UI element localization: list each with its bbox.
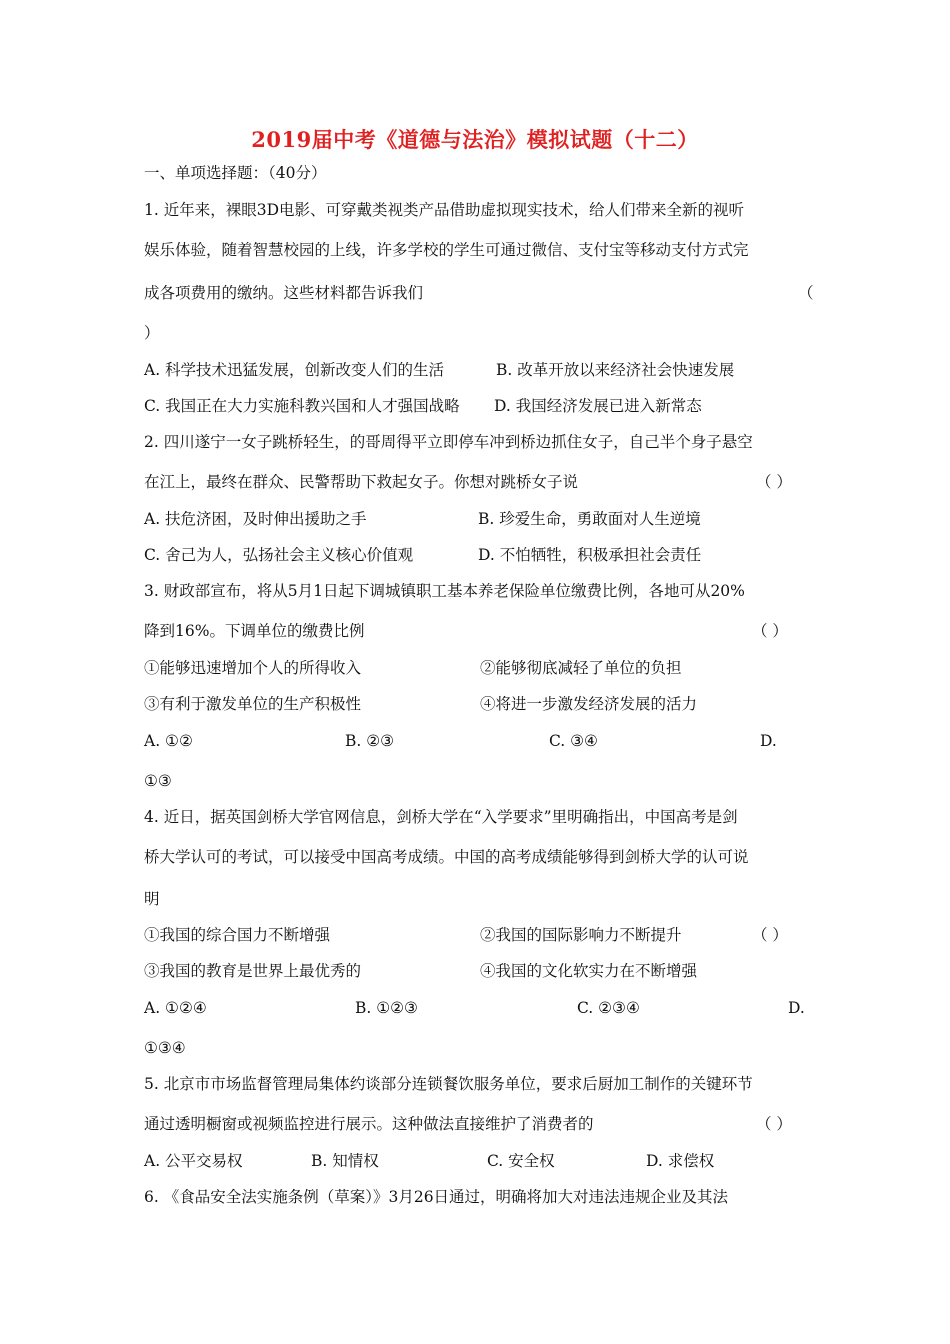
question-3-statement-3: ③有利于激发单位的生产积极性 <box>144 695 362 713</box>
question-4-line-3: 明 <box>144 890 160 908</box>
question-3-option-a: A. ①② <box>144 732 193 750</box>
section-heading: 一、单项选择题：（40分） <box>144 164 327 182</box>
question-3-line-2: 降到16%。下调单位的缴费比例 <box>144 622 365 640</box>
question-3-statement-2: ②能够彻底减轻了单位的负担 <box>480 659 682 677</box>
question-3-option-d-text: ①③ <box>144 772 172 790</box>
question-4-statement-3: ③我国的教育是世界上最优秀的 <box>144 962 362 980</box>
question-2-option-d: D. 不怕牺牲，积极承担社会责任 <box>478 546 702 564</box>
question-1-line-1: 1. 近年来，裸眼3D电影、可穿戴类视类产品借助虚拟现实技术，给人们带来全新的视听 <box>144 201 745 219</box>
question-4-option-b: B. ①②③ <box>355 999 418 1017</box>
question-1-paren-open: （ <box>798 284 814 302</box>
page-title: 2019届中考《道德与法治》模拟试题（十二） <box>251 127 699 152</box>
question-2-option-c: C. 舍己为人，弘扬社会主义核心价值观 <box>144 546 414 564</box>
question-1-option-c: C. 我国正在大力实施科教兴国和人才强国战略 <box>144 397 460 415</box>
question-5-option-a: A. 公平交易权 <box>144 1152 243 1170</box>
question-5-answer-paren: （ ） <box>756 1115 792 1133</box>
question-3-line-1: 3. 财政部宣布，将从5月1日起下调城镇职工基本养老保险单位缴费比例，各地可从20% <box>144 582 745 600</box>
question-3-option-d: D. <box>760 732 777 750</box>
question-1-option-d: D. 我国经济发展已进入新常态 <box>494 397 702 415</box>
question-2-line-1: 2. 四川遂宁一女子跳桥轻生，的哥周得平立即停车冲到桥边抓住女子，自己半个身子悬空 <box>144 433 753 451</box>
question-2-option-a: A. 扶危济困，及时伸出援助之手 <box>144 510 367 528</box>
question-2-answer-paren: （ ） <box>756 473 792 491</box>
question-3-option-b: B. ②③ <box>345 732 395 750</box>
question-4-option-a: A. ①②④ <box>144 999 207 1017</box>
question-4-statement-2: ②我国的国际影响力不断提升 <box>480 926 682 944</box>
question-4-answer-paren: （ ） <box>752 926 788 944</box>
question-2-line-2: 在江上，最终在群众、民警帮助下救起女子。你想对跳桥女子说 <box>144 473 579 491</box>
question-4-option-c: C. ②③④ <box>577 999 640 1017</box>
question-1-option-b: B. 改革开放以来经济社会快速发展 <box>496 361 735 379</box>
question-3-statement-4: ④将进一步激发经济发展的活力 <box>480 695 698 713</box>
question-4-line-2: 桥大学认可的考试，可以接受中国高考成绩。中国的高考成绩能够得到剑桥大学的认可说 <box>144 848 749 866</box>
question-5-option-d: D. 求偿权 <box>646 1152 715 1170</box>
question-5-option-c: C. 安全权 <box>487 1152 555 1170</box>
question-5-line-2: 通过透明橱窗或视频监控进行展示。这种做法直接维护了消费者的 <box>144 1115 594 1133</box>
question-4-statement-4: ④我国的文化软实力在不断增强 <box>480 962 698 980</box>
question-6-line-1: 6. 《食品安全法实施条例（草案）》3月26日通过，明确将加大对违法违规企业及其法 <box>144 1188 729 1206</box>
question-3-answer-paren: （ ） <box>752 622 788 640</box>
question-5-option-b: B. 知情权 <box>311 1152 379 1170</box>
question-1-line-2: 娱乐体验，随着智慧校园的上线，许多学校的学生可通过微信、支付宝等移动支付方式完 <box>144 241 749 259</box>
question-3-option-c: C. ③④ <box>549 732 598 750</box>
question-1-option-a: A. 科学技术迅猛发展，创新改变人们的生活 <box>144 361 445 379</box>
question-4-line-1: 4. 近日，据英国剑桥大学官网信息，剑桥大学在“入学要求”里明确指出，中国高考是剑 <box>144 808 738 826</box>
question-4-statement-1: ①我国的综合国力不断增强 <box>144 926 331 944</box>
question-2-option-b: B. 珍爱生命，勇敢面对人生逆境 <box>478 510 701 528</box>
question-5-line-1: 5. 北京市市场监督管理局集体约谈部分连锁餐饮服务单位，要求后厨加工制作的关键环节 <box>144 1075 753 1093</box>
question-1-paren-close: ） <box>144 324 160 342</box>
question-1-line-3: 成各项费用的缴纳。这些材料都告诉我们 <box>144 284 424 302</box>
question-4-option-d-text: ①③④ <box>144 1039 186 1057</box>
question-3-statement-1: ①能够迅速增加个人的所得收入 <box>144 659 362 677</box>
question-4-option-d: D. <box>788 999 805 1017</box>
